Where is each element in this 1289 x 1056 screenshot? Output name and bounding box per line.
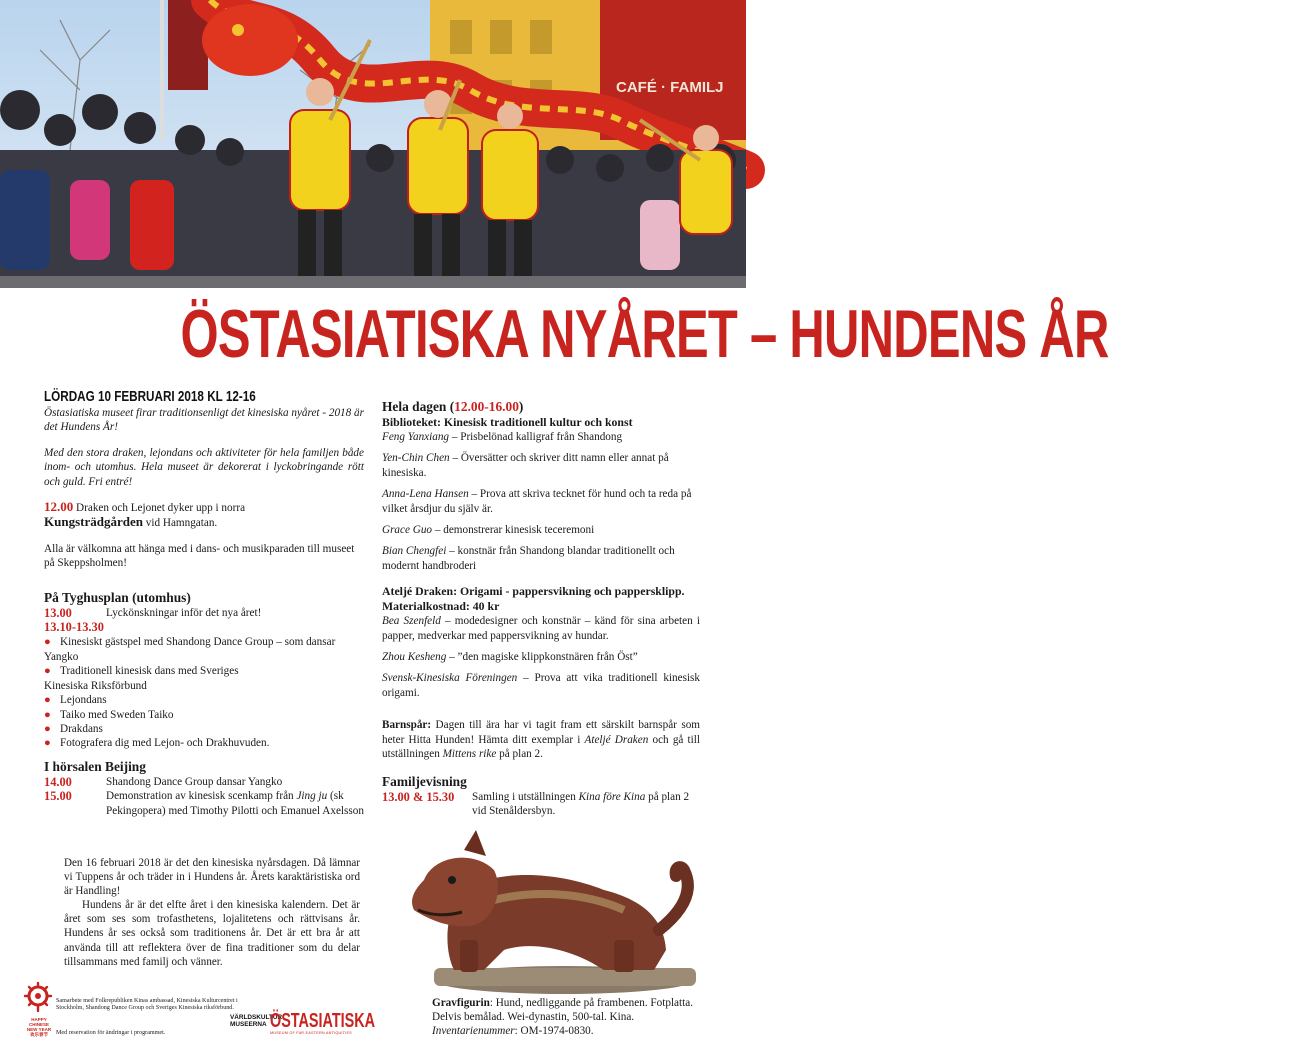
headline-text: ÖSTASIATISKA NYÅRET – HUNDENS ÅR — [180, 296, 1109, 372]
tyghus-time-1: 13.00 — [44, 605, 72, 620]
beijing-text-2: Demonstration av kinesisk scenkamp från Jing ju (sk Pekingopera) med Timothy Pilotti och Emanuel Axelsson — [106, 790, 364, 817]
beijing-time-1: 14.00 — [44, 774, 72, 789]
library-heading: Biblioteket: Kinesisk traditionell kultur och konst — [382, 415, 633, 429]
dragon-time: 12.00 — [44, 499, 74, 515]
tyghus-row-1 — [44, 606, 364, 620]
intro-paragraph-2: Hundens år är det elfte året i den kinesiska kalendern. Det är året som ses som trofasthetens, lojalitetens och rättvisans år. Hundens år ses också som traditionens år. Det är ett bra år att använda till att reflektera över de fina traditioner som du delar tillsammans med familj och vänner. — [64, 899, 360, 968]
beijing-heading: I hörsalen Beijing — [44, 758, 146, 774]
library-item: Bian Chengfei – konstnär från Shandong blandar traditionellt och modernt handbroderi — [382, 545, 675, 572]
list-item: ● Lejondans — [44, 694, 107, 707]
museum-logo-sub: MUSEUM OF FAR EASTERN ANTIQUITIES — [270, 1031, 352, 1035]
library-item: Grace Guo – demonstrerar kinesisk teceremoni — [382, 524, 595, 537]
list-item: ● Traditionell kinesisk dans med Sveriges — [44, 665, 239, 678]
hero-photo — [0, 0, 746, 288]
beijing-time-2: 15.00 — [44, 789, 72, 804]
family-row — [382, 790, 700, 819]
reservation-note: Med reservation för ändringar i programmet. — [56, 1030, 166, 1036]
crowd-dragon-dance-illustration — [0, 0, 746, 288]
intro-paragraph-1: Den 16 februari 2018 är det den kinesiska nyårsdagen. Då lämnar vi Tuppens år och träder in i Hundens år. Årets karaktäristiska ord är Handling! — [64, 857, 360, 898]
atelje-heading: Ateljé Draken: Origami - pappersvikning och pappersklipp. Materialkostnad: 40 kr — [382, 584, 685, 614]
atelje-item: Bea Szenfeld – modedesigner och konstnär – känd för sina arbeten i papper, medverkar med pappersvikning av hundar. — [382, 615, 700, 642]
museum-logo-org: VÄRLDSKULTUR MUSEERNA — [230, 1014, 283, 1029]
atelje-item: Svensk-Kinesiska Föreningen – Prova att vika traditionell kinesisk origami. — [382, 672, 700, 699]
family-time: 13.00 & 15.30 — [382, 789, 455, 804]
dog-figurine-illustration — [404, 830, 704, 998]
figurine-caption: Gravfigurin: Hund, nedliggande på frambenen. Fotplatta. Delvis bemålad. Wei-dynastin, 500-tal. Kina. Inventarienummer: OM-1974-0830. — [432, 997, 693, 1038]
lantern-knot-icon — [22, 982, 54, 1012]
beijing-text-1: Shandong Dance Group dansar Yangko — [106, 775, 283, 788]
tyghus-text-1: Lyckönskningar inför det nya året! — [106, 606, 262, 619]
dragon-place-rest: vid Hamngatan. — [142, 517, 218, 530]
dog-figurine-image — [404, 830, 704, 998]
sign-text: CAFÉ · FAMILJ — [616, 79, 724, 96]
date-heading: LÖRDAG 10 FEBRUARI 2018 KL 12-16 — [44, 388, 256, 405]
atelje-item: Zhou Kesheng – ”den magiske klippkonstnären från Öst” — [382, 651, 638, 664]
dragon-text: Draken och Lejonet dyker upp i norra — [73, 502, 246, 515]
family-heading: Familjevisning — [382, 773, 467, 789]
list-item-continued: Kinesiska Riksförbund — [44, 679, 147, 692]
allday-heading: Hela dagen (12.00-16.00) — [382, 399, 524, 414]
left-column — [44, 388, 364, 818]
beijing-row-2 — [44, 789, 364, 818]
library-item: Yen-Chin Chen – Översätter och skriver ditt namn eller annat på kinesiska. — [382, 452, 669, 479]
page-title — [0, 296, 1109, 372]
list-item: ● Kinesiskt gästspel med Shandong Dance Group – som dansar Yangko — [44, 636, 336, 663]
list-item: ● Fotografera dig med Lejon- och Drakhuvuden. — [44, 737, 270, 750]
parade-text: Alla är välkomna att hänga med i dans- och musikparaden till museet på Skeppsholmen! — [44, 542, 355, 570]
tyghus-heading: På Tyghusplan (utomhus) — [44, 589, 191, 605]
cooperation-text: Samarbete med Folkrepubliken Kinas ambassad, Kinesiska Kulturcentret i Stockholm, Shandong Dance Group och Sveriges Kinesiska riksförbund. — [56, 998, 238, 1012]
list-item: ● Taiko med Sweden Taiko — [44, 708, 174, 721]
tyghus-time-2: 13.10-13.30 — [44, 620, 104, 635]
library-item: Feng Yanxiang – Prisbelönad kalligraf från Shandong — [382, 431, 623, 443]
new-year-intro — [64, 856, 360, 969]
dragon-line — [44, 500, 364, 515]
dragon-place: Kungsträdgården — [44, 514, 143, 530]
dragon-place-line — [44, 515, 364, 530]
beijing-row-1 — [44, 775, 364, 789]
intro-italic-1: Östasiatiska museet firar traditionsenligt det kinesiska nyåret - 2018 är det Hundens År! — [44, 407, 364, 434]
museum-logo-name: ÖSTASIATISKA — [270, 1010, 376, 1032]
right-column — [382, 398, 700, 818]
list-item: ● Drakdans — [44, 722, 103, 735]
intro-italic-2: Med den stora draken, lejondans och aktiviteter för hela familjen både inom- och utomhus. Hela museet är dekorerat i lyckobringande rött och guld. Fri entré! — [44, 446, 364, 488]
museum-logo — [230, 1010, 376, 1040]
barnspar-text: Barnspår: Dagen till ära har vi tagit fram ett särskilt barnspår som heter Hitta Hunden! Hämta ditt exemplar i Ateljé Draken och gå till utställningen Mittens rike på plan 2. — [382, 719, 700, 761]
family-text: Samling i utställningen Kina före Kina på plan 2 vid Stenåldersbyn. — [472, 790, 690, 817]
bullet-list-a — [44, 635, 364, 750]
happy-chinese-new-year-logo: HAPPY CHINESE NEW YEAR 欢乐春节 — [22, 982, 56, 1037]
library-item: Anna-Lena Hansen – Prova att skriva tecknet för hund och ta reda på vilket årsdjur du själv är. — [382, 488, 692, 515]
